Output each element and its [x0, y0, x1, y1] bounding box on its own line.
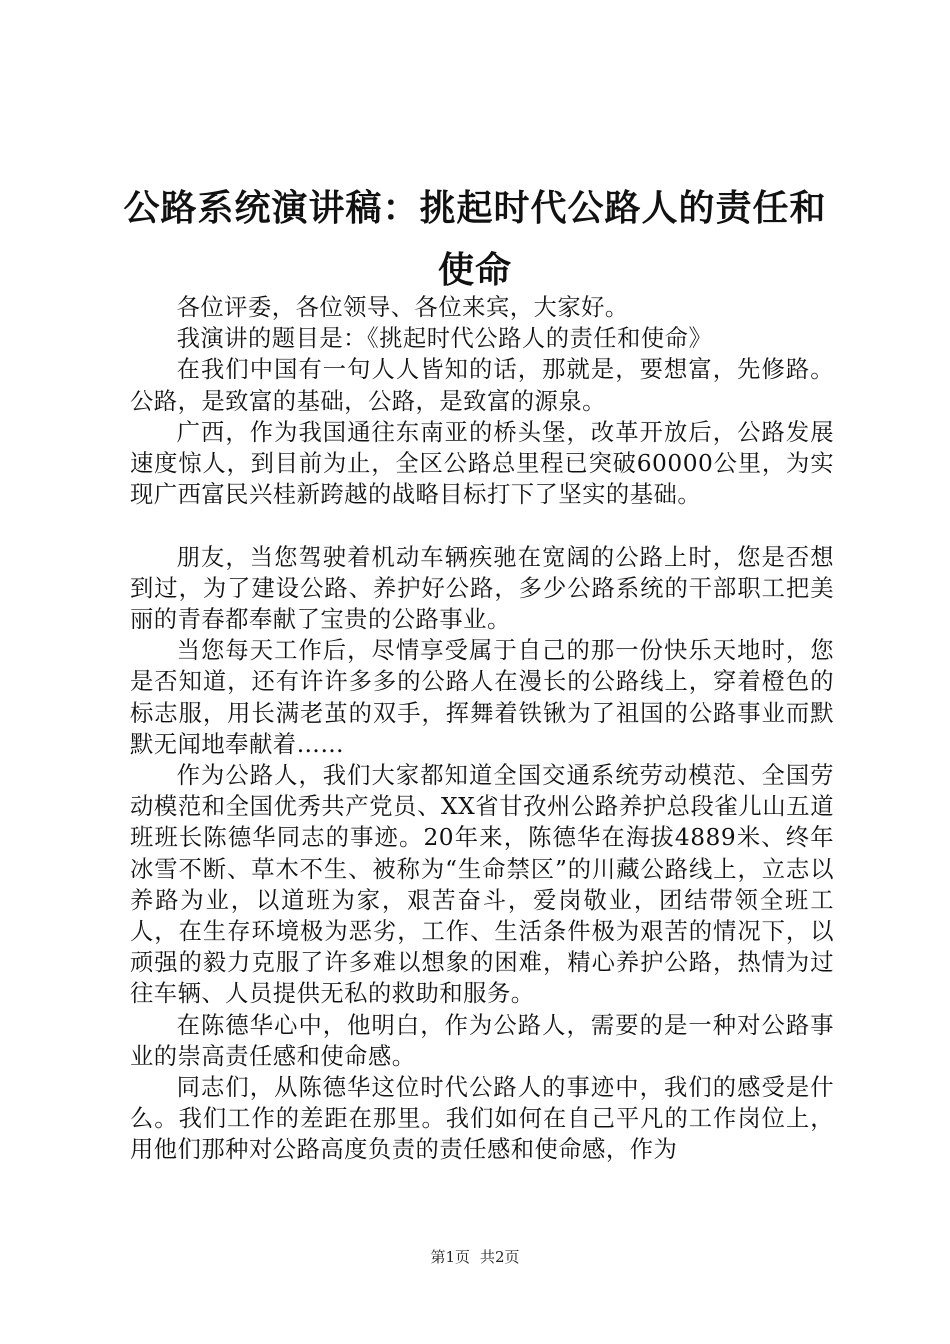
paragraph-guangxi: 广西，作为我国通往东南亚的桥头堡，改革开放后，公路发展速度惊人，到目前为止，全区公路总里程已突破60000公里，为实现广西富民兴桂新跨越的战略目标打下了坚实的基础。 — [130, 418, 834, 509]
document-body — [130, 292, 834, 1166]
paragraph-chen-dehua: 作为公路人，我们大家都知道全国交通系统劳动模范、全国劳动模范和全国优秀共产党员、XX省甘孜州公路养护总段雀儿山五道班班长陈德华同志的事迹。20年来，陈德华在海拔4889米、终年冰雪不断、草木不生、被称为“生命禁区”的川藏公路线上，立志以养路为业，以道班为家，艰苦奋斗，爱岗敬业，团结带领全班工人，在生存环境极为恶劣，工作、生活条件极为艰苦的情况下，以顽强的毅力克服了许多难以想象的困难，精心养护公路，热情为过往车辆、人员提供无私的救助和服务。 — [130, 762, 834, 1008]
page-number-current: 第1页 — [430, 1248, 470, 1266]
paragraph-comrades: 同志们，从陈德华这位时代公路人的事迹中，我们的感受是什么。我们工作的差距在那里。我们如何在自己平凡的工作岗位上，用他们那种对公路高度负责的责任感和使命感，作为 — [130, 1074, 834, 1164]
page-footer — [0, 1246, 950, 1267]
page-number-total: 共2页 — [480, 1248, 520, 1266]
paragraph-friends: 朋友，当您驾驶着机动车辆疾驰在宽阔的公路上时，您是否想到过，为了建设公路、养护好公路，多少公路系统的干部职工把美丽的青春都奉献了宝贵的公路事业。 — [130, 543, 834, 634]
paragraph-workers: 当您每天工作后，尽情享受属于自己的那一份快乐天地时，您是否知道，还有许许多多的公路人在漫长的公路线上，穿着橙色的标志服，用长满老茧的双手，挥舞着铁锹为了祖国的公路事业而默默无闻地奉献着…… — [130, 637, 834, 758]
paragraph-topic: 我演讲的题目是：《挑起时代公路人的责任和使命》 — [176, 325, 713, 353]
paragraph-greeting: 各位评委，各位领导、各位来宾，大家好。 — [176, 294, 629, 321]
document-title: 公路系统演讲稿：挑起时代公路人的责任和使命 — [123, 188, 827, 291]
paragraph-saying: 在我们中国有一句人人皆知的话，那就是，要想富，先修路。公路，是致富的基础，公路，是致富的源泉。 — [130, 356, 834, 415]
paragraph-responsibility: 在陈德华心中，他明白，作为公路人，需要的是一种对公路事业的崇高责任感和使命感。 — [130, 1011, 834, 1070]
